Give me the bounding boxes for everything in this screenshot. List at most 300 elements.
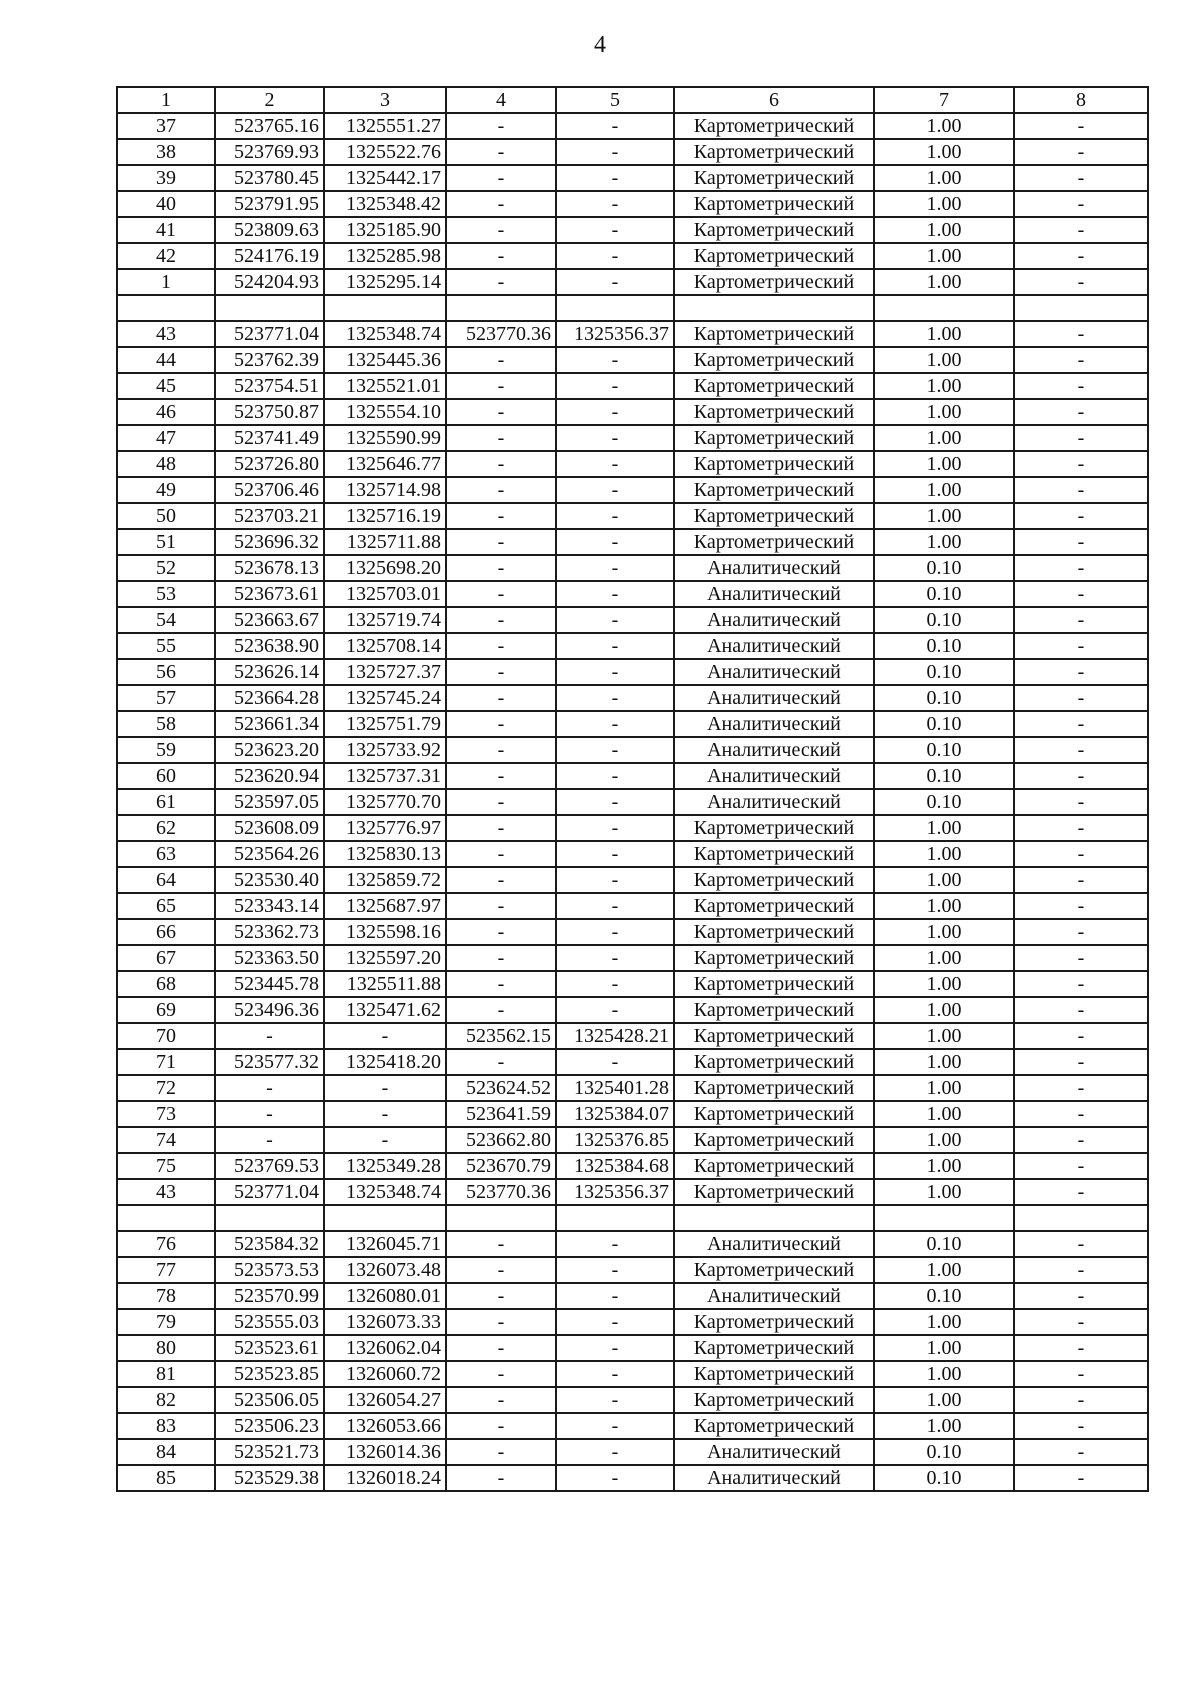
table-cell: -	[1014, 659, 1148, 685]
table-cell: Картометрический	[674, 893, 874, 919]
table-row	[117, 139, 1148, 165]
table-cell: Картометрический	[674, 1049, 874, 1075]
column-header: 1	[117, 87, 215, 113]
table-cell: 523530.40	[215, 867, 324, 893]
table-cell: 78	[117, 1283, 215, 1309]
table-cell	[874, 1205, 1014, 1231]
table-cell: 45	[117, 373, 215, 399]
table-cell: -	[446, 737, 556, 763]
table-row	[117, 1465, 1148, 1491]
table-cell: 1.00	[874, 1101, 1014, 1127]
table-cell: -	[1014, 1387, 1148, 1413]
table-cell: 1.00	[874, 919, 1014, 945]
table-cell: 37	[117, 113, 215, 139]
table-cell: 1.00	[874, 269, 1014, 295]
table-cell: 523523.85	[215, 1361, 324, 1387]
table-cell: 1.00	[874, 321, 1014, 347]
table-cell: -	[556, 425, 674, 451]
table-row	[117, 1153, 1148, 1179]
table-cell: -	[1014, 269, 1148, 295]
table-cell: -	[1014, 945, 1148, 971]
table-cell: 523562.15	[446, 1023, 556, 1049]
table-row	[117, 789, 1148, 815]
table-cell: Аналитический	[674, 555, 874, 581]
table-cell: -	[446, 425, 556, 451]
table-cell: -	[324, 1101, 446, 1127]
table-cell: 1325349.28	[324, 1153, 446, 1179]
table-cell: -	[1014, 711, 1148, 737]
table-cell: 1.00	[874, 165, 1014, 191]
table-cell: -	[1014, 789, 1148, 815]
table-cell: -	[556, 867, 674, 893]
table-cell: 1325598.16	[324, 919, 446, 945]
table-cell: -	[556, 1309, 674, 1335]
table-cell: 523703.21	[215, 503, 324, 529]
table-cell: -	[1014, 1257, 1148, 1283]
table-cell: -	[446, 607, 556, 633]
table-row	[117, 1127, 1148, 1153]
table-cell: 524176.19	[215, 243, 324, 269]
table-cell: 1325733.92	[324, 737, 446, 763]
table-cell: -	[446, 789, 556, 815]
table-cell: Картометрический	[674, 191, 874, 217]
table-cell: 76	[117, 1231, 215, 1257]
table-cell: -	[446, 113, 556, 139]
table-cell: -	[556, 113, 674, 139]
table-row	[117, 1413, 1148, 1439]
table-cell: 1325418.20	[324, 1049, 446, 1075]
table-cell: 1.00	[874, 1309, 1014, 1335]
table-cell: -	[1014, 1023, 1148, 1049]
table-cell: 43	[117, 321, 215, 347]
table-cell: -	[1014, 477, 1148, 503]
table-row	[117, 1309, 1148, 1335]
table-cell: 81	[117, 1361, 215, 1387]
table-cell: 65	[117, 893, 215, 919]
table-cell: Аналитический	[674, 1283, 874, 1309]
table-row	[117, 1075, 1148, 1101]
table-cell: 0.10	[874, 1439, 1014, 1465]
table-cell: -	[446, 971, 556, 997]
table-cell: -	[556, 1257, 674, 1283]
table-cell	[117, 1205, 215, 1231]
table-cell: -	[1014, 139, 1148, 165]
table-row	[117, 1257, 1148, 1283]
table-cell: 67	[117, 945, 215, 971]
table-cell: 1326062.04	[324, 1335, 446, 1361]
table-cell: -	[556, 893, 674, 919]
table-cell: -	[1014, 503, 1148, 529]
table-cell: Картометрический	[674, 945, 874, 971]
table-cell: -	[556, 919, 674, 945]
table-cell: -	[556, 139, 674, 165]
table-cell: 1.00	[874, 1335, 1014, 1361]
table-cell: 1325348.74	[324, 321, 446, 347]
table-cell: -	[556, 789, 674, 815]
table-header-row	[117, 87, 1148, 113]
table-cell: 1.00	[874, 841, 1014, 867]
table-row	[117, 1101, 1148, 1127]
table-cell: -	[1014, 1335, 1148, 1361]
table-cell: 1325776.97	[324, 815, 446, 841]
table-row	[117, 997, 1148, 1023]
table-cell: 0.10	[874, 711, 1014, 737]
table-cell: 1326018.24	[324, 1465, 446, 1491]
table-cell: 49	[117, 477, 215, 503]
column-header: 2	[215, 87, 324, 113]
table-cell: 523577.32	[215, 1049, 324, 1075]
table-cell: 1.00	[874, 113, 1014, 139]
table-cell: 523750.87	[215, 399, 324, 425]
table-cell: -	[446, 555, 556, 581]
table-cell: 84	[117, 1439, 215, 1465]
table-cell: Картометрический	[674, 243, 874, 269]
table-cell: 75	[117, 1153, 215, 1179]
table-row	[117, 399, 1148, 425]
table-cell: -	[446, 1387, 556, 1413]
table-cell: 1325185.90	[324, 217, 446, 243]
table-cell: Картометрический	[674, 113, 874, 139]
table-cell: 53	[117, 581, 215, 607]
table-cell: 0.10	[874, 1465, 1014, 1491]
table-row	[117, 659, 1148, 685]
table-cell: -	[446, 1231, 556, 1257]
table-cell: -	[1014, 399, 1148, 425]
table-row	[117, 867, 1148, 893]
table-cell	[1014, 1205, 1148, 1231]
table-cell: 1326060.72	[324, 1361, 446, 1387]
table-cell: 1325708.14	[324, 633, 446, 659]
table-cell: Картометрический	[674, 373, 874, 399]
table-cell: -	[1014, 1101, 1148, 1127]
table-cell: 1325511.88	[324, 971, 446, 997]
table-cell: -	[1014, 321, 1148, 347]
table-cell: 523670.79	[446, 1153, 556, 1179]
table-cell: 1325698.20	[324, 555, 446, 581]
table-cell: 56	[117, 659, 215, 685]
table-cell: -	[556, 1335, 674, 1361]
table-cell: 1325597.20	[324, 945, 446, 971]
table-cell: -	[446, 867, 556, 893]
table-cell: -	[446, 529, 556, 555]
table-cell: 523661.34	[215, 711, 324, 737]
table-cell: -	[324, 1127, 446, 1153]
table-cell: 1.00	[874, 217, 1014, 243]
table-cell: -	[1014, 867, 1148, 893]
table-cell: 1326045.71	[324, 1231, 446, 1257]
table-cell: Картометрический	[674, 269, 874, 295]
table-cell: 71	[117, 1049, 215, 1075]
table-cell: 523769.53	[215, 1153, 324, 1179]
table-cell: -	[1014, 1127, 1148, 1153]
table-cell: 523791.95	[215, 191, 324, 217]
table-cell: -	[556, 269, 674, 295]
table-row	[117, 607, 1148, 633]
table-cell: -	[215, 1127, 324, 1153]
table-cell: 41	[117, 217, 215, 243]
table-row	[117, 815, 1148, 841]
table-cell: 0.10	[874, 633, 1014, 659]
table-row	[117, 1179, 1148, 1205]
table-cell: Аналитический	[674, 1439, 874, 1465]
table-cell	[674, 1205, 874, 1231]
table-cell: 523663.67	[215, 607, 324, 633]
table-cell: 523696.32	[215, 529, 324, 555]
table-cell: -	[556, 451, 674, 477]
table-cell: 1325727.37	[324, 659, 446, 685]
table-cell: 0.10	[874, 789, 1014, 815]
table-cell: 85	[117, 1465, 215, 1491]
table-cell: 523769.93	[215, 139, 324, 165]
table-cell: -	[1014, 763, 1148, 789]
table-row	[117, 269, 1148, 295]
table-cell: 1.00	[874, 139, 1014, 165]
table-cell: 523343.14	[215, 893, 324, 919]
table-row	[117, 373, 1148, 399]
table-cell: 523771.04	[215, 321, 324, 347]
table-cell: 523638.90	[215, 633, 324, 659]
table-row	[117, 581, 1148, 607]
table-cell: -	[446, 373, 556, 399]
table-cell: -	[1014, 1439, 1148, 1465]
table-cell: 1325442.17	[324, 165, 446, 191]
table-cell: 523664.28	[215, 685, 324, 711]
table-row	[117, 243, 1148, 269]
table-cell: -	[446, 1439, 556, 1465]
table-cell: 48	[117, 451, 215, 477]
table-cell: -	[446, 893, 556, 919]
table-cell: -	[1014, 633, 1148, 659]
table-cell: 1.00	[874, 191, 1014, 217]
table-cell: 1.00	[874, 1179, 1014, 1205]
table-cell: 523362.73	[215, 919, 324, 945]
table-cell: 63	[117, 841, 215, 867]
table-cell: 1325428.21	[556, 1023, 674, 1049]
table-cell: -	[1014, 347, 1148, 373]
table-cell: Картометрический	[674, 1387, 874, 1413]
table-cell: -	[1014, 1413, 1148, 1439]
table-cell	[324, 295, 446, 321]
table-cell: 43	[117, 1179, 215, 1205]
table-cell: Картометрический	[674, 529, 874, 555]
table-cell: -	[556, 477, 674, 503]
table-cell: -	[446, 399, 556, 425]
table-cell	[874, 295, 1014, 321]
table-cell: 1.00	[874, 1075, 1014, 1101]
table-cell: -	[556, 685, 674, 711]
table-cell: Картометрический	[674, 477, 874, 503]
table-row	[117, 711, 1148, 737]
table-cell: -	[1014, 1153, 1148, 1179]
table-cell: Картометрический	[674, 165, 874, 191]
table-cell	[215, 1205, 324, 1231]
table-cell: 46	[117, 399, 215, 425]
table-cell: -	[556, 503, 674, 529]
table-cell: Картометрический	[674, 1023, 874, 1049]
table-cell: 1325384.07	[556, 1101, 674, 1127]
table-cell: -	[1014, 971, 1148, 997]
table-cell: -	[446, 633, 556, 659]
table-cell: 1.00	[874, 893, 1014, 919]
table-cell: -	[1014, 165, 1148, 191]
table-cell: 523620.94	[215, 763, 324, 789]
column-header: 3	[324, 87, 446, 113]
table-cell: 523626.14	[215, 659, 324, 685]
table-cell: 1326053.66	[324, 1413, 446, 1439]
table-cell: Картометрический	[674, 971, 874, 997]
table-cell: -	[1014, 1361, 1148, 1387]
column-header: 4	[446, 87, 556, 113]
table-cell: 1325751.79	[324, 711, 446, 737]
table-cell: 0.10	[874, 659, 1014, 685]
table-cell: -	[556, 997, 674, 1023]
table-cell	[1014, 295, 1148, 321]
table-cell: -	[1014, 997, 1148, 1023]
table-row	[117, 1387, 1148, 1413]
table-cell: 524204.93	[215, 269, 324, 295]
table-cell: -	[446, 269, 556, 295]
table-cell: 523573.53	[215, 1257, 324, 1283]
table-cell: 73	[117, 1101, 215, 1127]
table-cell: -	[556, 347, 674, 373]
table-cell: -	[1014, 1179, 1148, 1205]
table-cell: Картометрический	[674, 1413, 874, 1439]
table-cell: 523662.80	[446, 1127, 556, 1153]
table-cell: 523706.46	[215, 477, 324, 503]
table-cell: -	[556, 633, 674, 659]
table-row	[117, 555, 1148, 581]
table-cell: 1325445.36	[324, 347, 446, 373]
table-cell: 0.10	[874, 763, 1014, 789]
table-cell: -	[556, 217, 674, 243]
table-cell: Аналитический	[674, 711, 874, 737]
table-cell: 80	[117, 1335, 215, 1361]
table-row	[117, 347, 1148, 373]
table-cell: -	[1014, 555, 1148, 581]
table-cell: 51	[117, 529, 215, 555]
table-cell: 1325348.74	[324, 1179, 446, 1205]
table-cell: 1325745.24	[324, 685, 446, 711]
table-cell: 1.00	[874, 1413, 1014, 1439]
table-cell: -	[446, 451, 556, 477]
table-cell: Картометрический	[674, 841, 874, 867]
table-cell: 523597.05	[215, 789, 324, 815]
table-cell: Картометрический	[674, 1309, 874, 1335]
column-header: 7	[874, 87, 1014, 113]
table-cell: -	[446, 165, 556, 191]
table-cell: -	[1014, 1283, 1148, 1309]
table-cell: -	[1014, 1049, 1148, 1075]
table-cell: -	[1014, 841, 1148, 867]
table-cell: 38	[117, 139, 215, 165]
table-cell: -	[215, 1101, 324, 1127]
table-cell: -	[1014, 191, 1148, 217]
table-cell	[215, 295, 324, 321]
table-cell: -	[556, 971, 674, 997]
table-row	[117, 971, 1148, 997]
table-row	[117, 425, 1148, 451]
table-row	[117, 165, 1148, 191]
table-cell: -	[556, 711, 674, 737]
table-row	[117, 737, 1148, 763]
table-row	[117, 503, 1148, 529]
table-cell: 1325401.28	[556, 1075, 674, 1101]
table-cell: -	[446, 243, 556, 269]
table-cell: 523762.39	[215, 347, 324, 373]
table-cell: 523506.23	[215, 1413, 324, 1439]
table-cell: 523363.50	[215, 945, 324, 971]
table-cell: 60	[117, 763, 215, 789]
table-cell	[446, 1205, 556, 1231]
table-row	[117, 1049, 1148, 1075]
table-cell: -	[324, 1023, 446, 1049]
table-cell: Картометрический	[674, 451, 874, 477]
table-cell: Аналитический	[674, 737, 874, 763]
table-cell: -	[446, 1049, 556, 1075]
table-cell: 1325716.19	[324, 503, 446, 529]
table-cell: -	[556, 581, 674, 607]
table-cell: Аналитический	[674, 1465, 874, 1491]
table-cell: 1325687.97	[324, 893, 446, 919]
table-cell: 523770.36	[446, 321, 556, 347]
table-cell: 1.00	[874, 477, 1014, 503]
table-cell	[556, 1205, 674, 1231]
table-cell: 523523.61	[215, 1335, 324, 1361]
table-cell: 523770.36	[446, 1179, 556, 1205]
table-cell: 523506.05	[215, 1387, 324, 1413]
table-cell: -	[556, 1361, 674, 1387]
table-cell: 1.00	[874, 945, 1014, 971]
table-cell: 1325356.37	[556, 1179, 674, 1205]
table-row	[117, 477, 1148, 503]
table-cell: 1.00	[874, 529, 1014, 555]
table-cell: Картометрический	[674, 867, 874, 893]
table-cell: 523726.80	[215, 451, 324, 477]
table-cell: 1325521.01	[324, 373, 446, 399]
table-cell: 83	[117, 1413, 215, 1439]
table-row	[117, 113, 1148, 139]
table-cell: -	[1014, 919, 1148, 945]
table-cell: 1.00	[874, 1387, 1014, 1413]
table-cell: 47	[117, 425, 215, 451]
table-cell: -	[1014, 113, 1148, 139]
table-cell: 69	[117, 997, 215, 1023]
table-cell: Аналитический	[674, 633, 874, 659]
table-cell: 523741.49	[215, 425, 324, 451]
table-cell: -	[1014, 1075, 1148, 1101]
table-cell: 523564.26	[215, 841, 324, 867]
table-cell: Картометрический	[674, 399, 874, 425]
table-cell: Картометрический	[674, 919, 874, 945]
table-cell: -	[446, 1361, 556, 1387]
table-cell: 82	[117, 1387, 215, 1413]
table-cell: Картометрический	[674, 217, 874, 243]
table-cell: 74	[117, 1127, 215, 1153]
table-cell: 1.00	[874, 243, 1014, 269]
table-row	[117, 1283, 1148, 1309]
table-row	[117, 451, 1148, 477]
table-cell: 1325859.72	[324, 867, 446, 893]
table-cell: Картометрический	[674, 1361, 874, 1387]
table-cell: 1325295.14	[324, 269, 446, 295]
table-cell	[117, 295, 215, 321]
table-cell: -	[556, 1231, 674, 1257]
table-cell: -	[556, 737, 674, 763]
page-number: 4	[594, 32, 606, 58]
table-cell: -	[556, 191, 674, 217]
table-cell: 523584.32	[215, 1231, 324, 1257]
table-cell: -	[556, 815, 674, 841]
